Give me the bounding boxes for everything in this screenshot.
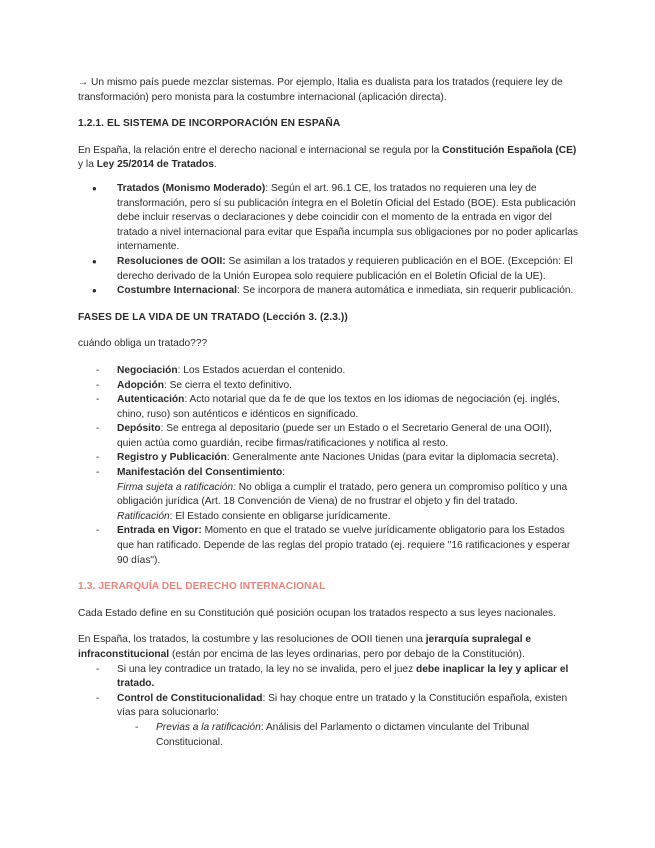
fases-heading: FASES DE LA VIDA DE UN TRATADO (Lección 3. (2.3.)) (78, 311, 348, 323)
jerarquia-item-control: - Control de Constitucionalidad: Si hay choque entre un tratado y la Constitución española, existen vías para solucionarlo: (117, 692, 578, 721)
fase-item-adopcion: - Adopción: Se cierra el texto definitivo. (117, 379, 578, 394)
control-subitem-previas: - Previas a la ratificación: Análisis del Parlamento o dictamen vinculante del Tribunal Constitucional. (156, 721, 578, 750)
fase-item-deposito: - Depósito: Se entrega al depositario (puede ser un Estado o el Secretario General de una OOII), quien actúa como guardián, recibe firmas/ratificaciones y notifica al resto. (117, 422, 578, 451)
fases-list (78, 364, 578, 568)
control-sublist (78, 721, 578, 750)
section-heading-1-3: 1.3. JERARQUÍA DEL DERECHO INTERNACIONAL (78, 581, 326, 593)
section-heading-1-2-1: 1.2.1. EL SISTEMA DE INCORPORACIÓN EN ESPAÑA (78, 118, 341, 130)
bullet-item-tratados: ● Tratados (Monismo Moderado): Según el art. 96.1 CE, los tratados no requieren una ley de transformación, pero sí su publicación íntegra en el Boletín Oficial del Estado (BOE). Esta publicación debe incluir reservas o declaraciones y debe coincidir con el momento de la entrada en vigor del tratado a nivel internacional para evitar que España incumpla sus obligaciones por no poder aplicarlas internamente. (117, 182, 578, 255)
jerarquia-list (78, 663, 578, 721)
intro-paragraph: → Un mismo país puede mezclar sistemas. Por ejemplo, Italia es dualista para los tratados (requiere ley de transformación) pero monista para la costumbre internacional (aplicación directa). (78, 77, 563, 103)
incorporation-bullet-list (78, 182, 578, 299)
fase-item-autenticacion: - Autenticación: Acto notarial que da fe de que los textos en los idiomas de negociación (ej. inglés, chino, ruso) son auténticos e idénticos en significado. (117, 393, 578, 422)
bullet-item-resoluciones: ● Resoluciones de OOII: Se asimilan a los tratados y requieren publicación en el BOE. (Excepción: El derecho derivado de la Unión Europea solo requiere publicación en el Boletín Oficial de la UE). (117, 255, 578, 284)
fases-question: cuándo obliga un tratado??? (78, 338, 208, 350)
fase-item-registro: - Registro y Publicación: Generalmente ante Naciones Unidas (para evitar la diplomacia secreta). (117, 451, 578, 466)
section-1-2-1-paragraph: En España, la relación entre el derecho nacional e internacional se regula por la Constitución Española (CE) y la Ley 25/2014 de Tratados. (78, 144, 577, 171)
fase-item-negociacion: - Negociación: Los Estados acuerdan el contenido. (117, 364, 578, 379)
jerarquia-item-contradice: - Si una ley contradice un tratado, la ley no se invalida, pero el juez debe inaplicar la ley y aplicar el tratado. (117, 663, 578, 692)
bullet-item-costumbre: ● Costumbre Internacional: Se incorpora de manera automática e inmediata, sin requerir publicación. (117, 284, 578, 299)
fase-item-consentimiento: - Manifestación del Consentimiento: Firma sujeta a ratificación: No obliga a cumplir el tratado, pero genera un compromiso político y una obligación jurídica (Art. 18 Convención de Viena) de no frustrar el objeto y fin del tratado. Ratificación: El Estado consiente en obligarse jurídicamente. (117, 466, 578, 524)
section-1-3-paragraph-2: En España, los tratados, la costumbre y las resoluciones de OOII tienen una jerarquía supralegal e infraconstitucional (están por encima de las leyes ordinarias, pero por debajo de la Constitución). (78, 634, 532, 660)
section-1-3-paragraph-1: Cada Estado define en su Constitución qué posición ocupan los tratados respecto a sus leyes nacionales. (78, 607, 556, 619)
fase-item-vigor: - Entrada en Vigor: Momento en que el tratado se vuelve jurídicamente obligatorio para los Estados que han ratificado. Depende de las reglas del propio tratado (ej. requiere "16 ratificaciones y esperar 90 días"). (117, 524, 578, 568)
document-page (78, 76, 578, 750)
